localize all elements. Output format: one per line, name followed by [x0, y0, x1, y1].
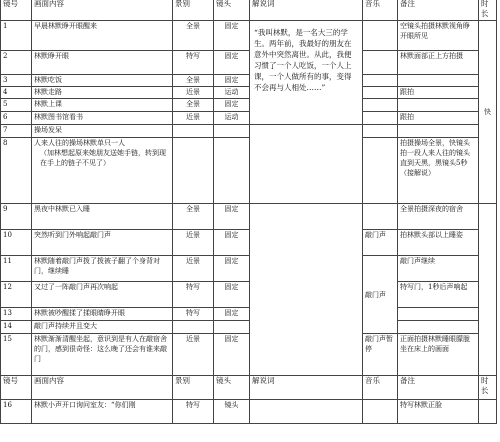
cell-scene: 近景	[173, 256, 214, 282]
table-row	[1, 400, 497, 424]
cell-notes: 林默面部正上方拍摄	[398, 51, 479, 75]
cell-camera: 运动	[214, 112, 250, 125]
cell-no: 13	[1, 308, 32, 321]
cell-scene: 近景	[173, 334, 214, 376]
cell-scene: 全景	[173, 21, 214, 51]
cell-content: 敲门声持续并且变大	[32, 321, 173, 334]
music-span: 敲门声	[363, 256, 398, 334]
table-row	[1, 230, 497, 256]
header-narration: 解说词	[250, 376, 363, 400]
cell-scene	[173, 138, 214, 204]
cell-music	[363, 21, 398, 51]
cell-no: 4	[1, 87, 32, 99]
cell-camera: 固定	[214, 51, 250, 75]
cell-content: 林默渐渐清醒坐起，意识到是有人在敲宿舍的门，感到很奇怪：这么晚了还会有谁来敲门	[32, 334, 173, 376]
table-row	[1, 99, 497, 112]
cell-scene: 特写	[173, 51, 214, 75]
header-row-repeat	[1, 376, 497, 400]
cell-notes: 空镜头拍摄林默视角睁开眼所见	[398, 21, 479, 51]
header-scene: 景别	[173, 0, 214, 21]
header-duration: 时长	[479, 376, 497, 400]
cell-camera: 固定	[214, 75, 250, 87]
cell-camera	[214, 321, 250, 334]
cell-notes: 敲门声继续	[398, 256, 479, 282]
cell-music: 敲门声暂停	[363, 334, 398, 376]
cell-music	[363, 125, 398, 138]
cell-music	[363, 51, 398, 75]
table-row	[1, 256, 497, 282]
cell-music	[363, 99, 398, 112]
cell-no: 9	[1, 204, 32, 230]
header-camera: 镜头	[214, 376, 250, 400]
cell-music	[363, 87, 398, 99]
cell-narration	[250, 125, 363, 204]
cell-content: 操场发呆	[32, 125, 173, 138]
header-content: 画面内容	[32, 0, 173, 21]
cell-scene: 近景	[173, 230, 214, 256]
cell-scene: 全景	[173, 99, 214, 112]
cell-notes	[398, 75, 479, 87]
cell-notes	[398, 99, 479, 112]
cell-no: 10	[1, 230, 32, 256]
cell-content: 林默小声开口询问室友：“你们刚	[32, 400, 173, 424]
cell-music: 敲门声	[363, 230, 398, 256]
header-content: 画面内容	[32, 376, 173, 400]
cell-notes	[398, 125, 479, 138]
header-no: 镜号	[1, 0, 32, 21]
cell-scene: 全景	[173, 204, 214, 230]
cell-no: 3	[1, 75, 32, 87]
cell-narration	[250, 400, 363, 424]
table-row	[1, 308, 497, 321]
cell-content: 又过了一阵敲门声再次响起	[32, 282, 173, 308]
cell-content: 林默走路	[32, 87, 173, 99]
cell-notes: 拍林默头部以上睡姿	[398, 230, 479, 256]
cell-content	[32, 138, 173, 204]
cell-scene	[173, 321, 214, 334]
cell-no: 2	[1, 51, 32, 75]
cell-camera: 固定	[214, 204, 250, 230]
header-music: 音乐	[363, 376, 398, 400]
cell-camera: 运动	[214, 87, 250, 99]
cell-music	[363, 112, 398, 125]
header-row	[1, 0, 497, 21]
table-row	[1, 21, 497, 51]
header-duration: 时长	[479, 0, 497, 21]
table-row	[1, 112, 497, 125]
cell-duration	[479, 204, 497, 376]
cell-camera: 固定	[214, 230, 250, 256]
cell-camera: 镜头	[214, 400, 250, 424]
cell-content: 林默被吵醒揉了揉眼睛睁开眼	[32, 308, 173, 321]
cell-notes: 全景拍摄深夜的宿舍	[398, 204, 479, 230]
table-row	[1, 334, 497, 376]
cell-notes: 特写门，1秒后声响起	[398, 282, 479, 308]
cell-camera: 固定	[214, 256, 250, 282]
cell-camera: 固定	[214, 21, 250, 51]
cell-no: 12	[1, 282, 32, 308]
cell-camera	[214, 125, 250, 138]
header-music: 音乐	[363, 0, 398, 21]
cell-notes: 拍摄操场全景，快镜头拍一段人来人往的镜头直到天黑，黑镜头5秒（接解说）	[398, 138, 479, 204]
cell-scene: 特写	[173, 282, 214, 308]
cell-content: 林默图书馆看书	[32, 112, 173, 125]
table-row	[1, 204, 497, 230]
cell-content: 早晨林默睁开眼醒来	[32, 21, 173, 51]
header-scene: 景别	[173, 376, 214, 400]
header-notes: 备注	[398, 0, 479, 21]
cell-content: 突然听到门外响起敲门声	[32, 230, 173, 256]
cell-music	[363, 400, 398, 424]
table-row	[1, 75, 497, 87]
cell-notes: 跟拍	[398, 112, 479, 125]
header-no: 镜号	[1, 376, 32, 400]
cell-content: 黑夜中林默已入睡	[32, 204, 173, 230]
cell-camera: 固定	[214, 282, 250, 308]
cell-notes	[398, 321, 479, 334]
cell-no: 15	[1, 334, 32, 376]
cell-narration	[250, 204, 363, 376]
table-row	[1, 125, 497, 138]
narration-text: “我叫林默，是一名大三的学生。两年前，我最好的朋友在意外中突然离世。从此，我便习惯了一个人吃饭，一个人上课，一个人做所有的事，变得不会再与人相处……”	[250, 21, 363, 125]
cell-music	[363, 204, 398, 230]
header-camera: 镜头	[214, 0, 250, 21]
cell-notes: 正面拍摄林默睡眼朦胧坐在床上的画面	[398, 334, 479, 376]
cell-content-line: 人来人往的操场林默单只一人	[34, 139, 125, 147]
cell-no: 6	[1, 112, 32, 125]
cell-no: 5	[1, 99, 32, 112]
cell-content: 林默吃饭	[32, 75, 173, 87]
table-row	[1, 138, 497, 204]
cell-content-aside: （加林想起原来她朋友送她手链，转到现在手上的链子不见了）	[40, 149, 166, 167]
cell-no: 11	[1, 256, 32, 282]
cell-content: 林默睁开眼	[32, 51, 173, 75]
cell-notes	[398, 308, 479, 321]
header-notes: 备注	[398, 376, 479, 400]
cell-notes: 跟拍	[398, 87, 479, 99]
table-row	[1, 282, 497, 308]
cell-no: 16	[1, 400, 32, 424]
cell-scene: 全景	[173, 75, 214, 87]
cell-duration	[479, 400, 497, 424]
cell-camera: 固定	[214, 334, 250, 376]
cell-no: 14	[1, 321, 32, 334]
cell-content: 林默上课	[32, 99, 173, 112]
cell-music	[363, 138, 398, 204]
cell-scene: 近景	[173, 112, 214, 125]
table-row	[1, 87, 497, 99]
cell-scene: 特写	[173, 400, 214, 424]
cell-camera: 固定	[214, 99, 250, 112]
cell-notes: 特写林默正脸	[398, 400, 479, 424]
table-row	[1, 321, 497, 334]
cell-no: 1	[1, 21, 32, 51]
duration-span: 快	[479, 21, 497, 204]
table-row	[1, 51, 497, 75]
header-narration: 解说词	[250, 0, 363, 21]
cell-camera	[214, 138, 250, 204]
cell-camera: 固定	[214, 308, 250, 321]
cell-scene	[173, 125, 214, 138]
cell-scene: 近景	[173, 87, 214, 99]
cell-no: 8	[1, 138, 32, 204]
cell-scene: 特写	[173, 308, 214, 321]
cell-music	[363, 75, 398, 87]
cell-content: 林默随着敲门声拨了拨被子翻了个身背对门，继续睡	[32, 256, 173, 282]
cell-no: 7	[1, 125, 32, 138]
